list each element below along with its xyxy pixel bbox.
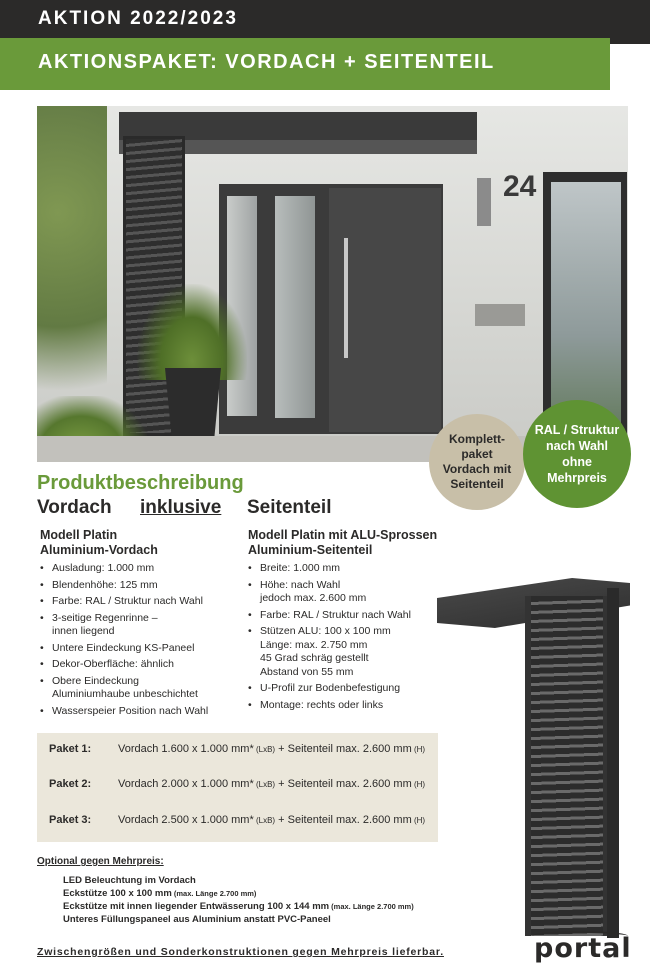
list-item: • Wasserspeier Position nach Wahl bbox=[40, 705, 240, 719]
list-item bbox=[63, 887, 414, 900]
canopy-spec-list bbox=[40, 562, 240, 721]
portal-logo bbox=[532, 931, 632, 965]
optional-item-note: (max. Länge 2.700 mm) bbox=[171, 889, 257, 898]
package-title: AKTIONSPAKET: VORDACH + SEITENTEIL bbox=[38, 51, 495, 73]
section-heading: Produktbeschreibung bbox=[37, 472, 244, 494]
list-item: • 3-seitige Regenrinne – innen liegend bbox=[40, 612, 240, 639]
package-side-unit: (H) bbox=[411, 745, 426, 754]
optional-item-note: (max. Länge 2.700 mm) bbox=[329, 902, 414, 911]
side-panel-spec-list bbox=[248, 562, 438, 715]
package-side-size: + Seitenteil max. 2.600 mm bbox=[275, 814, 412, 826]
package-side-size: + Seitenteil max. 2.600 mm bbox=[275, 743, 412, 755]
list-item: • Dekor-Oberfläche: ähnlich bbox=[40, 658, 240, 672]
color-choice-text: RAL / Struktur nach Wahl ohne Mehrpreis bbox=[534, 423, 620, 485]
package-side-unit: (H) bbox=[411, 780, 426, 789]
optional-item-text: Eckstütze mit innen liegender Entwässerung 100 x 144 mm bbox=[63, 901, 330, 912]
wall-lamp bbox=[477, 178, 491, 226]
optional-list bbox=[63, 874, 414, 926]
logo-wordmark: portal bbox=[534, 933, 632, 964]
product-render bbox=[437, 578, 630, 943]
subheading-side-panel: Seitenteil bbox=[247, 497, 332, 518]
list-item: • Ausladung: 1.000 mm bbox=[40, 562, 240, 576]
package-label: Paket 3: bbox=[49, 814, 92, 826]
canopy-model-title: Modell Platin Aluminium-Vordach bbox=[40, 528, 158, 557]
package-table bbox=[37, 733, 438, 842]
product-post bbox=[607, 588, 619, 938]
package-label: Paket 2: bbox=[49, 778, 92, 790]
package-side-unit: (H) bbox=[411, 816, 426, 825]
product-louvers bbox=[525, 596, 607, 936]
list-item: • Farbe: RAL / Struktur nach Wahl bbox=[40, 595, 240, 609]
package-canopy-unit: (LxB) bbox=[253, 745, 276, 754]
optional-item-text: Eckstütze 100 x 100 mm bbox=[63, 888, 172, 899]
footer-note: Zwischengrößen und Sonderkonstruktionen gegen Mehrpreis lieferbar. bbox=[37, 946, 444, 958]
package-description bbox=[118, 778, 425, 790]
list-item: • Stützen ALU: 100 x 100 mm Länge: max. 2.750 mm 45 Grad schräg gestellt Abstand von 55 mm bbox=[248, 625, 438, 679]
subheading-including: inklusive bbox=[140, 497, 222, 518]
list-item: • Höhe: nach Wahl jedoch max. 2.600 mm bbox=[248, 579, 438, 606]
package-canopy-size: Vordach 2.500 x 1.000 mm* bbox=[118, 814, 254, 826]
package-label: Paket 1: bbox=[49, 743, 92, 755]
entrance-photo bbox=[37, 106, 628, 462]
list-item: • Untere Eindeckung KS-Paneel bbox=[40, 642, 240, 656]
package-description bbox=[118, 814, 425, 826]
package-description bbox=[118, 743, 425, 755]
package-banner bbox=[0, 38, 610, 90]
door-handle bbox=[344, 238, 348, 358]
list-item: • Blendenhöhe: 125 mm bbox=[40, 579, 240, 593]
list-item: • Obere Eindeckung Aluminiumhaube unbeschichtet bbox=[40, 675, 240, 702]
package-canopy-size: Vordach 1.600 x 1.000 mm* bbox=[118, 743, 254, 755]
subheading-canopy: Vordach bbox=[37, 497, 112, 518]
list-item bbox=[63, 900, 414, 913]
complete-package-badge bbox=[429, 414, 525, 510]
side-glass-right bbox=[275, 196, 315, 418]
list-item: • Breite: 1.000 mm bbox=[248, 562, 438, 576]
package-side-size: + Seitenteil max. 2.600 mm bbox=[275, 778, 412, 790]
mailbox bbox=[475, 304, 525, 326]
list-item: • Montage: rechts oder links bbox=[248, 699, 438, 713]
list-item: LED Beleuchtung im Vordach bbox=[63, 875, 196, 886]
list-item: Unteres Füllungspaneel aus Aluminium anstatt PVC-Paneel bbox=[63, 914, 331, 925]
house-number: 24 bbox=[503, 170, 537, 203]
optional-title: Optional gegen Mehrpreis: bbox=[37, 856, 164, 867]
package-canopy-unit: (LxB) bbox=[253, 780, 276, 789]
side-panel-model-title: Modell Platin mit ALU-Sprossen Aluminium-Seitenteil bbox=[248, 528, 438, 557]
package-canopy-unit: (LxB) bbox=[253, 816, 276, 825]
campaign-title: AKTION 2022/2023 bbox=[38, 8, 238, 29]
color-choice-badge bbox=[523, 400, 631, 508]
package-canopy-size: Vordach 2.000 x 1.000 mm* bbox=[118, 778, 254, 790]
list-item: • U-Profil zur Bodenbefestigung bbox=[248, 682, 438, 696]
list-item: • Farbe: RAL / Struktur nach Wahl bbox=[248, 609, 438, 623]
complete-package-text: Komplett- paket Vordach mit Seitenteil bbox=[442, 432, 512, 491]
plant bbox=[137, 284, 247, 380]
